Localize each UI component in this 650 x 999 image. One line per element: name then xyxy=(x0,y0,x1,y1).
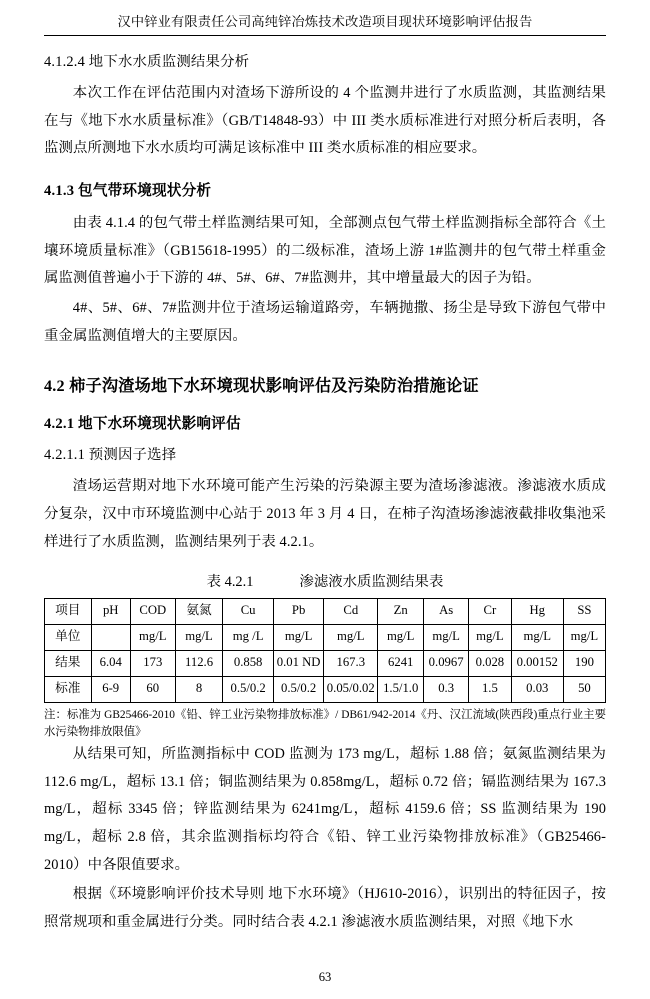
section-heading-4-2-1: 4.2.1 地下水环境现状影响评估 xyxy=(44,416,241,433)
table-cell: 6.04 xyxy=(91,650,130,676)
table-cell: mg/L xyxy=(563,625,605,651)
table-cell xyxy=(91,625,130,651)
table-row-label: 结果 xyxy=(45,650,92,676)
table-header-cell: SS xyxy=(563,599,605,625)
paragraph-results-discussion: 从结果可知，所监测指标中 COD 监测为 173 mg/L，超标 1.88 倍；氨氮监测结果为 112.6 mg/L，超标 13.1 倍；铜监测结果为 0.858mg/L，超标 0.72 倍；镉监测结果为 167.3 mg/L，超标 3345 倍；锌监测结果为 6241mg/L，超标 4159.6 倍；SS 监测结果为 190 mg/L，超标 2.8 倍，其余监测指标均符合《铅、锌工业污染物排放标准》（GB25466-2010）中各限值要求。 xyxy=(44,745,606,873)
section-heading-4-1-2-4: 4.1.2.4 地下水水质监测结果分析 xyxy=(44,54,250,70)
table-header-cell: COD xyxy=(130,599,175,625)
table-cell: 6241 xyxy=(378,650,424,676)
table-row xyxy=(45,676,606,702)
table-header-cell: Cr xyxy=(469,599,512,625)
table-cell: 8 xyxy=(175,676,223,702)
table-cell: 1.5 xyxy=(469,676,512,702)
table-header-cell: Cd xyxy=(324,599,378,625)
chapter-heading-4-2: 4.2 柿子沟渣场地下水环境现状影响评估及污染防治措施论证 xyxy=(44,377,479,396)
table-cell: 0.5/0.2 xyxy=(273,676,323,702)
table-cell: 60 xyxy=(130,676,175,702)
table-cell: 0.00152 xyxy=(511,650,563,676)
table-cell: 50 xyxy=(563,676,605,702)
table-header-row xyxy=(45,599,606,625)
table-cell: mg/L xyxy=(324,625,378,651)
leachate-monitoring-table xyxy=(44,598,606,703)
table-cell: 0.5/0.2 xyxy=(223,676,273,702)
table-cell: 167.3 xyxy=(324,650,378,676)
page-number: 63 xyxy=(318,970,332,984)
table-cell: 112.6 xyxy=(175,650,223,676)
table-header-cell: Zn xyxy=(378,599,424,625)
table-row xyxy=(45,625,606,651)
section-heading-4-2-1-1: 4.2.1.1 预测因子选择 xyxy=(44,447,177,464)
table-caption-title: 渗滤液水质监测结果表 xyxy=(299,574,444,591)
paragraph-prediction-factors: 渣场运营期对地下水环境可能产生污染的污染源主要为渣场渗滤液。渗滤液水质成分复杂，汉中市环境监测中心站于 2013 年 3 月 4 日，在柿子沟渣场渗滤液截排收集池采样进行了水质监测，监测结果列于表 4.2.1。 xyxy=(44,478,606,550)
table-cell: 0.028 xyxy=(469,650,512,676)
table-header-cell: 氨氮 xyxy=(175,599,223,625)
table-cell: 0.05/0.02 xyxy=(324,676,378,702)
paragraph-guideline-reference: 根据《环境影响评价技术导则 地下水环境》（HJ610-2016），识别出的特征因子，按照常规项和重金属进行分类。同时结合表 4.2.1 渗滤液水质监测结果，对照《地下水 xyxy=(44,886,606,930)
table-header-cell: 项目 xyxy=(45,599,92,625)
page-header: 汉中锌业有限责任公司高纯锌冶炼技术改造项目现状环境影响评估报告 xyxy=(117,14,533,29)
table-row-label: 标准 xyxy=(45,676,92,702)
table-cell: mg/L xyxy=(511,625,563,651)
section-heading-4-1-3: 4.1.3 包气带环境现状分析 xyxy=(44,182,212,199)
table-header-cell: pH xyxy=(91,599,130,625)
table-cell: 173 xyxy=(130,650,175,676)
paragraph-water-quality-analysis: 本次工作在评估范围内对渣场下游所设的 4 个监测井进行了水质监测，其监测结果在与《地下水水质量标准》（GB/T14848-93）中 III 类水质标准进行对照分析后表明，各监测点所测地下水水质均可满足该标准中 III 类水质标准的相应要求。 xyxy=(44,85,606,157)
table-cell: 0.858 xyxy=(223,650,273,676)
table-row-label: 单位 xyxy=(45,625,92,651)
table-cell: 0.01 ND xyxy=(273,650,323,676)
table-cell: 1.5/1.0 xyxy=(378,676,424,702)
table-cell: 0.0967 xyxy=(424,650,469,676)
table-header-cell: Pb xyxy=(273,599,323,625)
paragraph-vadose-zone-1: 由表 4.1.4 的包气带土样监测结果可知，全部测点包气带土样监测指标全部符合《土壤环境质量标准》（GB15618-1995）的二级标准，渣场上游 1#监测井的包气带土样重金属监测值普遍小于下游的 4#、5#、6#、7#监测井，其中增量最大的因子为铅。 xyxy=(44,214,606,287)
table-cell: mg/L xyxy=(175,625,223,651)
header-divider xyxy=(44,35,606,36)
table-header-cell: As xyxy=(424,599,469,625)
table-header-cell: Hg xyxy=(511,599,563,625)
table-caption xyxy=(44,570,606,591)
table-cell: mg /L xyxy=(223,625,273,651)
table-cell: mg/L xyxy=(378,625,424,651)
table-note: 注：标准为 GB25466-2010《铅、锌工业污染物排放标准》/ DB61/942-2014《丹、汉江流域(陕西段)重点行业主要水污染物排放限值》 xyxy=(44,708,606,738)
table-row xyxy=(45,650,606,676)
paragraph-vadose-zone-2: 4#、5#、6#、7#监测井位于渣场运输道路旁，车辆抛撒、扬尘是导致下游包气带中重金属监测值增大的主要原因。 xyxy=(44,299,606,344)
table-cell: 0.3 xyxy=(424,676,469,702)
table-header-cell: Cu xyxy=(223,599,273,625)
table-cell: 190 xyxy=(563,650,605,676)
table-caption-number: 表 4.2.1 xyxy=(206,574,254,591)
table-cell: mg/L xyxy=(469,625,512,651)
table-cell: mg/L xyxy=(130,625,175,651)
table-cell: 0.03 xyxy=(511,676,563,702)
table-cell: mg/L xyxy=(273,625,323,651)
table-cell: mg/L xyxy=(424,625,469,651)
table-cell: 6-9 xyxy=(91,676,130,702)
